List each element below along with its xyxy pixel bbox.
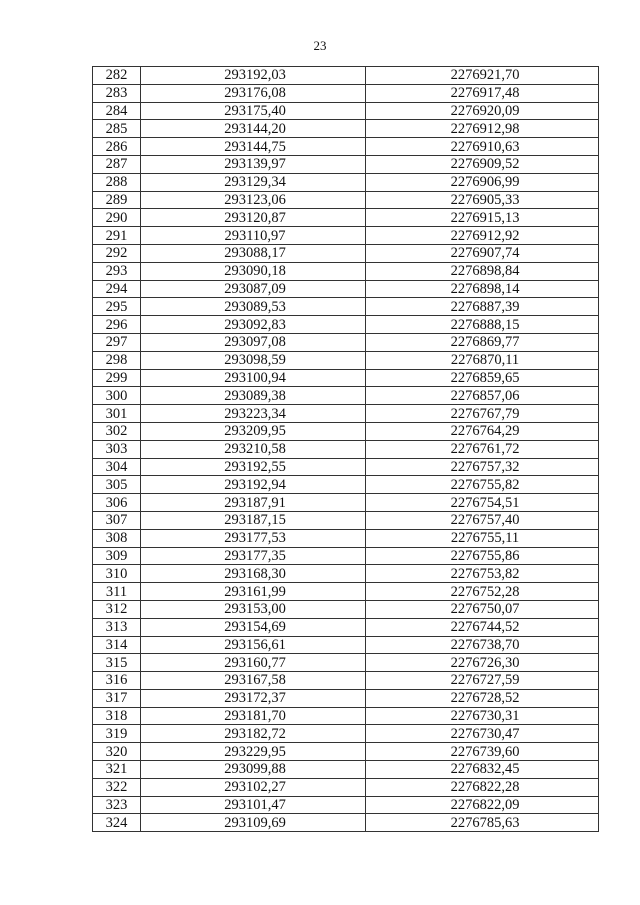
point-number-cell: 315 [93,654,141,672]
table-row [93,227,599,245]
x-coordinate-cell: 293102,27 [141,778,366,796]
x-coordinate-cell: 293210,58 [141,440,366,458]
y-coordinate-cell: 2276915,13 [366,209,599,227]
x-coordinate-cell: 293129,34 [141,173,366,191]
coordinates-table-body [93,67,599,832]
table-row [93,707,599,725]
y-coordinate-cell: 2276887,39 [366,298,599,316]
table-row [93,333,599,351]
y-coordinate-cell: 2276730,31 [366,707,599,725]
table-row [93,405,599,423]
point-number-cell: 282 [93,67,141,85]
x-coordinate-cell: 293187,91 [141,494,366,512]
point-number-cell: 322 [93,778,141,796]
x-coordinate-cell: 293167,58 [141,672,366,690]
point-number-cell: 296 [93,316,141,334]
table-row [93,725,599,743]
y-coordinate-cell: 2276832,45 [366,761,599,779]
x-coordinate-cell: 293089,53 [141,298,366,316]
point-number-cell: 320 [93,743,141,761]
y-coordinate-cell: 2276750,07 [366,600,599,618]
x-coordinate-cell: 293192,03 [141,67,366,85]
point-number-cell: 301 [93,405,141,423]
x-coordinate-cell: 293110,97 [141,227,366,245]
y-coordinate-cell: 2276888,15 [366,316,599,334]
point-number-cell: 316 [93,672,141,690]
point-number-cell: 288 [93,173,141,191]
point-number-cell: 286 [93,138,141,156]
page-number: 23 [313,38,327,53]
y-coordinate-cell: 2276726,30 [366,654,599,672]
x-coordinate-cell: 293109,69 [141,814,366,832]
x-coordinate-cell: 293175,40 [141,102,366,120]
x-coordinate-cell: 293229,95 [141,743,366,761]
point-number-cell: 287 [93,155,141,173]
y-coordinate-cell: 2276870,11 [366,351,599,369]
table-row [93,369,599,387]
x-coordinate-cell: 293099,88 [141,761,366,779]
table-row [93,743,599,761]
table-row [93,547,599,565]
x-coordinate-cell: 293182,72 [141,725,366,743]
point-number-cell: 284 [93,102,141,120]
point-number-cell: 285 [93,120,141,138]
x-coordinate-cell: 293120,87 [141,209,366,227]
x-coordinate-cell: 293144,75 [141,138,366,156]
y-coordinate-cell: 2276822,28 [366,778,599,796]
table-row [93,654,599,672]
y-coordinate-cell: 2276898,14 [366,280,599,298]
x-coordinate-cell: 293092,83 [141,316,366,334]
y-coordinate-cell: 2276728,52 [366,689,599,707]
table-row [93,565,599,583]
x-coordinate-cell: 293144,20 [141,120,366,138]
table-row [93,173,599,191]
table-row [93,778,599,796]
table-row [93,191,599,209]
x-coordinate-cell: 293192,55 [141,458,366,476]
y-coordinate-cell: 2276898,84 [366,262,599,280]
point-number-cell: 303 [93,440,141,458]
y-coordinate-cell: 2276857,06 [366,387,599,405]
table-row [93,618,599,636]
point-number-cell: 283 [93,84,141,102]
y-coordinate-cell: 2276785,63 [366,814,599,832]
table-row [93,476,599,494]
x-coordinate-cell: 293156,61 [141,636,366,654]
point-number-cell: 300 [93,387,141,405]
table-row [93,138,599,156]
x-coordinate-cell: 293187,15 [141,511,366,529]
table-row [93,761,599,779]
point-number-cell: 306 [93,494,141,512]
y-coordinate-cell: 2276822,09 [366,796,599,814]
point-number-cell: 309 [93,547,141,565]
table-row [93,102,599,120]
y-coordinate-cell: 2276869,77 [366,333,599,351]
y-coordinate-cell: 2276906,99 [366,173,599,191]
point-number-cell: 308 [93,529,141,547]
point-number-cell: 311 [93,583,141,601]
y-coordinate-cell: 2276910,63 [366,138,599,156]
table-row [93,494,599,512]
table-row [93,262,599,280]
table-row [93,67,599,85]
y-coordinate-cell: 2276738,70 [366,636,599,654]
y-coordinate-cell: 2276912,92 [366,227,599,245]
point-number-cell: 298 [93,351,141,369]
x-coordinate-cell: 293098,59 [141,351,366,369]
x-coordinate-cell: 293160,77 [141,654,366,672]
y-coordinate-cell: 2276752,28 [366,583,599,601]
point-number-cell: 310 [93,565,141,583]
point-number-cell: 307 [93,511,141,529]
point-number-cell: 318 [93,707,141,725]
x-coordinate-cell: 293172,37 [141,689,366,707]
table-row [93,316,599,334]
point-number-cell: 293 [93,262,141,280]
y-coordinate-cell: 2276761,72 [366,440,599,458]
table-row [93,84,599,102]
y-coordinate-cell: 2276917,48 [366,84,599,102]
point-number-cell: 323 [93,796,141,814]
table-row [93,583,599,601]
point-number-cell: 291 [93,227,141,245]
table-row [93,796,599,814]
x-coordinate-cell: 293123,06 [141,191,366,209]
table-row [93,387,599,405]
table-row [93,209,599,227]
y-coordinate-cell: 2276764,29 [366,422,599,440]
y-coordinate-cell: 2276905,33 [366,191,599,209]
y-coordinate-cell: 2276755,86 [366,547,599,565]
y-coordinate-cell: 2276755,11 [366,529,599,547]
y-coordinate-cell: 2276727,59 [366,672,599,690]
table-row [93,814,599,832]
point-number-cell: 294 [93,280,141,298]
point-number-cell: 295 [93,298,141,316]
y-coordinate-cell: 2276754,51 [366,494,599,512]
point-number-cell: 313 [93,618,141,636]
table-row [93,120,599,138]
table-row [93,422,599,440]
point-number-cell: 324 [93,814,141,832]
y-coordinate-cell: 2276920,09 [366,102,599,120]
table-row [93,244,599,262]
point-number-cell: 290 [93,209,141,227]
y-coordinate-cell: 2276757,40 [366,511,599,529]
point-number-cell: 305 [93,476,141,494]
x-coordinate-cell: 293101,47 [141,796,366,814]
x-coordinate-cell: 293089,38 [141,387,366,405]
x-coordinate-cell: 293176,08 [141,84,366,102]
table-row [93,298,599,316]
y-coordinate-cell: 2276907,74 [366,244,599,262]
point-number-cell: 292 [93,244,141,262]
y-coordinate-cell: 2276730,47 [366,725,599,743]
y-coordinate-cell: 2276757,32 [366,458,599,476]
x-coordinate-cell: 293223,34 [141,405,366,423]
point-number-cell: 317 [93,689,141,707]
x-coordinate-cell: 293153,00 [141,600,366,618]
table-row [93,689,599,707]
table-row [93,351,599,369]
table-row [93,280,599,298]
y-coordinate-cell: 2276755,82 [366,476,599,494]
point-number-cell: 299 [93,369,141,387]
y-coordinate-cell: 2276744,52 [366,618,599,636]
y-coordinate-cell: 2276859,65 [366,369,599,387]
x-coordinate-cell: 293090,18 [141,262,366,280]
x-coordinate-cell: 293168,30 [141,565,366,583]
point-number-cell: 314 [93,636,141,654]
point-number-cell: 302 [93,422,141,440]
table-row [93,529,599,547]
table-row [93,155,599,173]
y-coordinate-cell: 2276912,98 [366,120,599,138]
y-coordinate-cell: 2276767,79 [366,405,599,423]
x-coordinate-cell: 293087,09 [141,280,366,298]
x-coordinate-cell: 293154,69 [141,618,366,636]
x-coordinate-cell: 293100,94 [141,369,366,387]
point-number-cell: 304 [93,458,141,476]
table-row [93,600,599,618]
x-coordinate-cell: 293161,99 [141,583,366,601]
x-coordinate-cell: 293177,35 [141,547,366,565]
y-coordinate-cell: 2276909,52 [366,155,599,173]
x-coordinate-cell: 293181,70 [141,707,366,725]
table-row [93,672,599,690]
x-coordinate-cell: 293097,08 [141,333,366,351]
y-coordinate-cell: 2276921,70 [366,67,599,85]
x-coordinate-cell: 293139,97 [141,155,366,173]
table-row [93,458,599,476]
table-row [93,636,599,654]
x-coordinate-cell: 293088,17 [141,244,366,262]
point-number-cell: 289 [93,191,141,209]
y-coordinate-cell: 2276739,60 [366,743,599,761]
point-number-cell: 297 [93,333,141,351]
point-number-cell: 319 [93,725,141,743]
x-coordinate-cell: 293192,94 [141,476,366,494]
point-number-cell: 312 [93,600,141,618]
x-coordinate-cell: 293177,53 [141,529,366,547]
table-row [93,440,599,458]
point-number-cell: 321 [93,761,141,779]
x-coordinate-cell: 293209,95 [141,422,366,440]
coordinates-table [92,66,599,832]
table-row [93,511,599,529]
y-coordinate-cell: 2276753,82 [366,565,599,583]
